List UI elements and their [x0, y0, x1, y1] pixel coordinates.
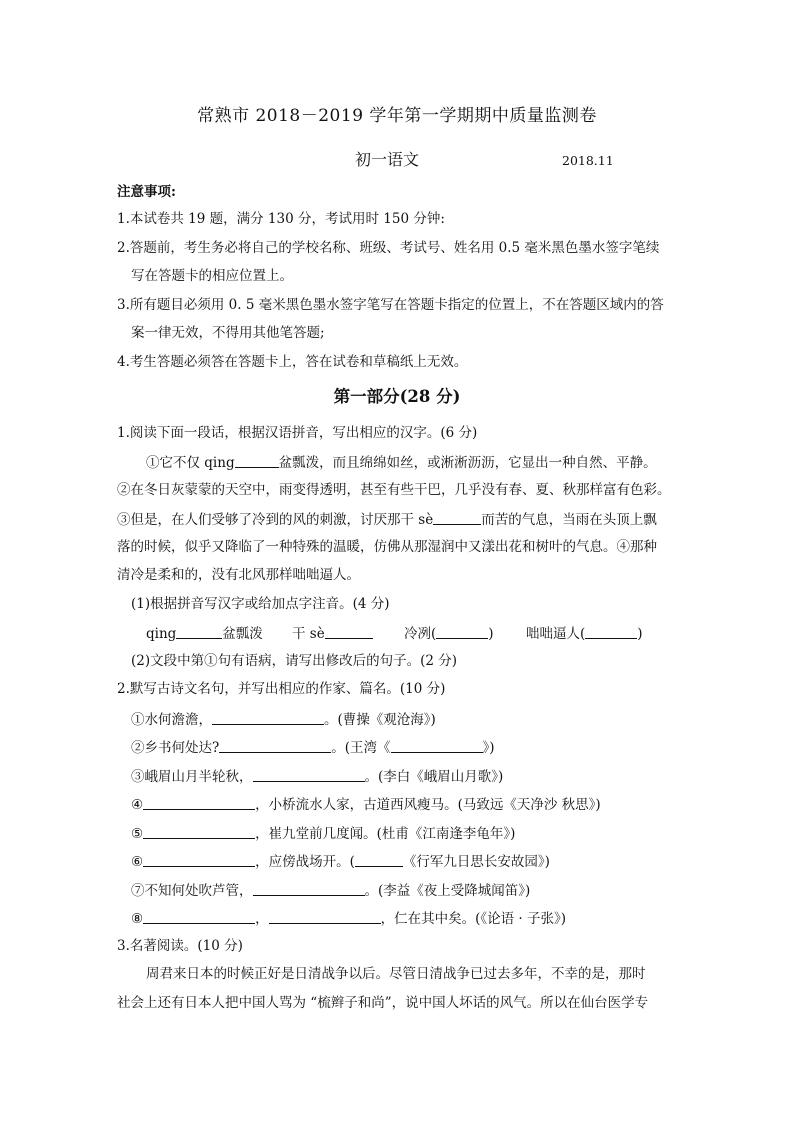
exam-date: 2018.11	[562, 153, 614, 168]
exam-title: 常熟市 2018－2019 学年第一学期期中质量监测卷	[197, 106, 597, 126]
q1-text: 盆瓢泼	[222, 626, 263, 642]
q2-text: 。(曹操《观沧海》)	[324, 712, 436, 728]
q2-text: ⑥	[131, 854, 144, 870]
q3-stem: 3.名著阅读。(10 分)	[117, 938, 243, 954]
q1-text: ③但是，在人们受够了冷到的风的刺激，讨厌那干 sè	[117, 512, 434, 528]
q2-text: 。(李白《峨眉山月歌》)	[364, 769, 504, 785]
notice-item: 4.考生答题必须答在答题卡上，答在试卷和草稿纸上无效。	[117, 354, 468, 370]
answer-blank[interactable]	[436, 626, 488, 639]
q1-passage-line: ②在冬日灰蒙蒙的天空中，雨变得透明，甚至有些干巴，几乎没有春、夏、秋那样富有色彩。	[117, 482, 671, 498]
q2-text: ⑤	[131, 826, 144, 842]
answer-blank[interactable]	[253, 769, 365, 782]
q1-sub2: (2)文段中第①句有语病，请写出修改后的句子。(2 分)	[131, 653, 458, 669]
notice-item: 3.所有题目必须用 0. 5 毫米黑色墨水签字笔写在答题卡指定的位置上，不在答题区域内的答	[117, 297, 664, 313]
q2-line	[131, 797, 601, 813]
answer-blank[interactable]	[391, 740, 483, 753]
q1-passage-line	[146, 455, 657, 471]
q2-text: ⑦不知何处吹芦管，	[131, 883, 253, 899]
q1-fill-item	[146, 626, 263, 642]
q2-line	[131, 854, 550, 870]
q2-text: ①水何澹澹，	[131, 712, 212, 728]
q1-passage-line: 清冷是柔和的，没有北风那样咄咄逼人。	[117, 567, 360, 583]
notice-item: 2.答题前，考生务必将自己的学校名称、班级、考试号、姓名用 0.5 毫米黑色墨水签字笔续	[117, 240, 660, 256]
q1-passage-line	[117, 512, 657, 528]
q2-text: ②乡书何处达?	[131, 740, 220, 756]
answer-blank[interactable]	[253, 883, 365, 896]
answer-blank[interactable]	[235, 455, 279, 468]
answer-blank[interactable]	[585, 626, 637, 639]
answer-blank[interactable]	[143, 826, 255, 839]
q1-text: )	[637, 626, 643, 642]
q1-text: 干 sè	[292, 626, 325, 642]
q2-text: 》)	[482, 740, 495, 756]
q1-text: 而苦的气息，当雨在头顶上飘	[481, 512, 657, 528]
q2-line	[131, 911, 566, 927]
q1-text: 咄咄逼人(	[526, 626, 586, 642]
q2-line	[131, 769, 503, 785]
q1-text: 盆瓢泼，而且绵绵如丝，或淅淅沥沥，它显出一种自然、平静。	[278, 455, 657, 471]
q2-text: ，仁在其中矣。(《论语 · 子张》)	[380, 911, 567, 927]
q2-line	[131, 826, 515, 842]
answer-blank[interactable]	[143, 911, 255, 924]
q1-stem: 1.阅读下面一段话，根据汉语拼音，写出相应的汉字。(6 分)	[117, 425, 478, 441]
notice-item: 1.本试卷共 19 题，满分 130 分，考试用时 150 分钟:	[117, 211, 445, 227]
q1-text: 冷冽(	[404, 626, 437, 642]
q2-text: ⑧	[131, 911, 144, 927]
notice-item: 案一律无效，不得用其他笔答题;	[131, 325, 325, 341]
q1-sub1: (1)根据拼音写汉字或给加点字注音。(4 分)	[131, 596, 390, 612]
notice-heading: 注意事项:	[117, 184, 176, 200]
answer-blank[interactable]	[325, 626, 373, 639]
q2-line	[131, 712, 436, 728]
q2-line	[131, 740, 495, 756]
q2-text: 。(李益《夜上受降城闻笛》)	[364, 883, 531, 899]
q2-text: ，应傍战场开。(	[255, 854, 355, 870]
q1-fill-item	[292, 626, 373, 642]
answer-blank[interactable]	[433, 512, 481, 525]
q1-fill-item	[526, 626, 643, 642]
q2-line	[131, 883, 530, 899]
q2-text: ③峨眉山月半轮秋，	[131, 769, 253, 785]
answer-blank[interactable]	[143, 797, 255, 810]
q1-text: qing	[146, 626, 177, 642]
notice-item: 写在答题卡的相应位置上。	[131, 268, 293, 284]
q2-text: 《行军九日思长安故园》)	[402, 854, 550, 870]
q2-text: ，小桥流水人家，古道西风瘦马。(马致远《天净沙 秋思》)	[255, 797, 601, 813]
q2-text: 。(王湾《	[331, 740, 391, 756]
q1-fill-item	[404, 626, 494, 642]
answer-blank[interactable]	[176, 626, 222, 639]
exam-subject: 初一语文	[355, 150, 420, 169]
q2-text: ，	[255, 911, 269, 927]
q1-text: )	[488, 626, 494, 642]
q1-text: ①它不仅 qing	[146, 455, 235, 471]
answer-blank[interactable]	[212, 712, 324, 725]
answer-blank[interactable]	[219, 740, 331, 753]
answer-blank[interactable]	[143, 854, 255, 867]
q2-text: ，崔九堂前几度闻。(杜甫《江南逢李龟年》)	[255, 826, 516, 842]
answer-blank[interactable]	[269, 911, 381, 924]
q2-text: ④	[131, 797, 144, 813]
q3-passage-line: 社会上还有日本人把中国人骂为 “梳辫子和尚”，说中国人坏话的风气。所以在仙台医学专	[117, 995, 649, 1011]
q2-stem: 2.默写古诗文名句，并写出相应的作家、篇名。(10 分)	[117, 681, 446, 697]
q3-passage-line: 周君来日本的时候正好是日清战争以后。尽管日清战争已过去多年，不幸的是，那时	[146, 966, 646, 982]
q1-passage-line: 落的时候，似乎又降临了一种特殊的温暖，仿佛从那湿润中又漾出花和树叶的气息。④那种	[117, 539, 657, 555]
answer-blank[interactable]	[355, 854, 403, 867]
part-one-heading: 第一部分(28 分)	[333, 387, 461, 406]
